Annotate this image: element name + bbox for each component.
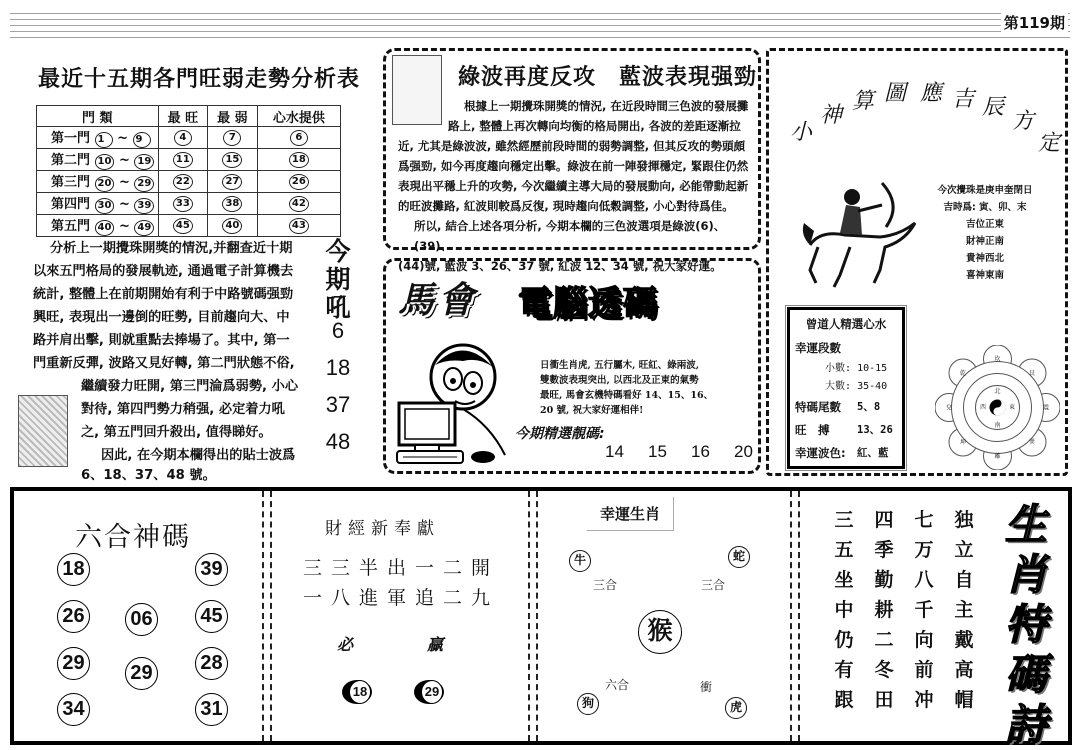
weakest-number: 40 [222,218,242,234]
table-row: 第一門 1 ~ 9 4 7 6 [37,127,341,149]
column-header: 最 旺 [158,106,208,127]
zodiac-dog: 狗 [577,693,599,715]
weakest-number: 15 [222,152,242,168]
text-line: 爲强勁, 如今再度趨向穩定出擊。綠波在前一陣發揮穩定, 緊跟住仍然 [398,159,749,173]
gate-analysis-table [36,105,341,237]
text-line: 最旺, 馬會玄機特碼看好 14、15、16、 [540,390,714,401]
range-start: 30 [95,198,115,214]
column-header: 心水提供 [257,106,340,127]
svg-text:西: 西 [979,404,987,411]
text-line: 近, 尤其是綠波波, 雖然經歷前段時間的弱勢調整, 但其反攻的勢頭頗 [398,139,746,153]
big-label: 大數: [825,381,852,392]
pick-number: 14 [605,442,624,461]
today-pick-label: 今期精選靚碼: [515,426,605,442]
computer-pick-title-right: 電腦透碼 [518,284,658,324]
section-divider [262,491,272,741]
svg-text:離: 離 [994,453,1001,460]
almanac-info [920,182,1050,284]
prosper-value: 13、26 [857,424,893,436]
deity-illustration [18,395,68,467]
today-pick-numbers [605,442,753,462]
roar-numbers [312,318,364,466]
roar-title: 今 期 吼 [325,237,351,322]
clash-label: 衝 [700,680,713,694]
zodiac-snake: 蛇 [728,546,750,568]
cartoon-computer-icon [395,335,515,465]
section-divider [790,491,800,741]
weakest-number: 7 [223,130,241,146]
svg-text:艮: 艮 [1028,370,1036,377]
text-line: 門重新反彈, 波路又見好轉, 第二門狀態不俗, [33,356,295,371]
number-ball: 45 [195,600,228,633]
tip-number: 6 [290,130,308,146]
range-end: 9 [133,132,151,148]
number-ball: 06 [125,603,158,636]
number-ball: 29 [125,657,158,690]
svg-text:坤: 坤 [959,439,967,446]
weakest-number: 38 [222,196,242,212]
text-line: 因此, 在今期本欄得出的貼士波爲 [101,448,296,463]
segment-label: 幸運段數 [795,340,841,355]
tip-number: 26 [289,174,309,190]
number-ball: 29 [57,647,90,680]
text-line: 根據上一期攪珠開獎的情況, 在近段時間三色波的發展攤 [464,99,749,113]
text-line: 興旺, 表現出一邊倒的旺勢, 目前趨向大、中 [33,310,290,325]
roar-number: 48 [325,429,351,454]
small-value: 10-15 [857,363,888,374]
finance-verse-line: 一八進軍追二九 [303,587,500,609]
finance-ball: 29 [414,680,444,704]
header-decoration [10,10,1070,42]
range-end: 29 [134,176,154,192]
svg-text:巽: 巽 [1028,439,1036,446]
prosper-label: 旺 搏 [795,422,830,437]
text-line: 吉位正東 [965,219,1004,230]
text-line: 貴神西北 [965,253,1004,264]
text-line: 財神正南 [965,236,1004,247]
text-line: 路并肩出擊, 則就重點去捧場了。其中, 第一 [33,333,290,348]
text-line: 今次攪珠是庚申奎閉日 [937,185,1033,196]
text-line: 對待, 第四門勢力稍强, 必定着力吼 [81,402,285,417]
lucky-zodiac-title: 幸運生肖 [587,497,674,531]
wave-news-body [398,96,750,276]
weakest-number: 27 [222,174,242,190]
win-label: 贏 [427,635,444,654]
gate-label: 第三門 [51,175,91,190]
range-end: 19 [134,154,154,170]
finance-ball: 18 [342,680,372,704]
strongest-number: 11 [173,152,193,168]
roar-number: 18 [325,355,351,380]
text-line: 分析上一期攪珠開獎的情況,并翻查近十期 [50,241,293,256]
range-end: 49 [134,220,154,236]
zodiac-monkey-center: 猴 [638,610,682,654]
small-label: 小數: [825,363,852,374]
issue-number: 第119期 [1001,12,1068,33]
gate-analysis-title: 最近十五期各門旺弱走勢分析表 [38,66,361,92]
text-line: 6、18、37、48 號。 [81,468,216,483]
svg-text:乾: 乾 [959,370,967,377]
gate-label: 第五門 [51,219,91,234]
gate-label: 第一門 [51,131,91,146]
text-line: 雙數波表現突出, 以西北及正東的氣勢 [540,375,699,386]
column-header: 門 類 [37,106,159,127]
text-line: 以來五門格局的發展軌迹, 通過電子計算機去 [33,264,294,279]
svg-text:北: 北 [994,388,1001,395]
range-end: 39 [134,198,154,214]
text-line: 之, 第五門回升殺出, 值得睇好。 [81,425,272,440]
strongest-number: 22 [173,174,193,190]
text-line: 統計, 整體上在前期開始有利于中路號碼强勁 [33,287,294,302]
table-row: 第二門 10 ~ 19 11 15 18 [37,149,341,171]
pick-number: 16 [691,442,710,461]
svg-text:坎: 坎 [994,356,1001,363]
text-line: 表現出平穩上升的攻勢, 今次繼續主導大局的發展動向, 必能帶動起新 [398,179,749,193]
triple-harmony-label: 三合 [701,578,726,592]
number-ball: 28 [195,647,228,680]
svg-text:南: 南 [994,422,1001,429]
poem-column: 独 立 自 主 戴 高 帽 [954,509,974,711]
must-label: 必 [337,635,354,654]
table-row: 第四門 30 ~ 39 33 38 42 [37,193,341,215]
range-start: 1 [95,132,113,148]
number-ball: 39 [195,553,228,586]
finance-verse-line: 三三半出一二開 [303,557,500,579]
lucky-tips-box [787,307,905,469]
six-harmony-label: 六合 [605,678,630,692]
gate-label: 第四門 [51,197,91,212]
strongest-number: 45 [173,218,193,234]
calligraphy-title: 小 神 算 圖 應 吉 辰 方 定 [790,81,1061,156]
computer-pick-title-left: 馬會 [398,280,479,321]
lucky-tips-title: 曾道人精選心水 [805,317,887,331]
tip-number: 18 [289,152,309,168]
range-start: 20 [95,176,115,192]
tip-number: 43 [289,218,309,234]
bagua-compass-icon [935,345,1060,470]
poem-column: 七 万 八 千 向 前 冲 [914,509,934,711]
horse-archer-illustration [790,175,920,295]
wave-news-title: 綠波再度反攻 藍波表現强勁 [458,65,758,90]
text-line: 吉時爲: 寅、卯、末 [943,202,1027,213]
table-row: 第五門 40 ~ 49 45 40 43 [37,215,341,237]
zodiac-poem [833,505,975,715]
table-row: 第三門 20 ~ 29 22 27 26 [37,171,341,193]
number-ball: 18 [57,553,90,586]
tail-label: 特碼尾數 [795,399,841,414]
column-header: 最 弱 [208,106,258,127]
roar-number: 6 [331,318,345,343]
poem-column: 四 季 勤 耕 二 冬 田 [874,509,894,711]
strongest-number: 33 [173,196,193,212]
text-line: 所以, 結合上述各項分析, 今期本欄的三色波選項是綠波(6)、(39)、 [414,219,726,253]
range-start: 10 [95,154,115,170]
computer-pick-body [540,358,740,418]
poem-title: 生 肖 特 碼 詩 [1004,500,1047,749]
text-line: 路上, 整體上再次轉向均衡的格局開出, 各波的差距逐漸拉 [448,119,741,133]
tail-value: 5、8 [857,401,881,413]
number-ball: 26 [57,600,90,633]
gate-label: 第二門 [51,153,91,168]
pick-number: 20 [734,442,753,461]
poem-column: 三 五 坐 中 仍 有 跟 [834,509,854,711]
text-line: 喜神東南 [965,270,1004,281]
text-line: (44)號, 藍波 3、26、37 號, 紅波 12、34 號, 祝大家好運。 [398,259,722,273]
finance-title: 財經新奉獻 [325,519,440,539]
tip-number: 42 [289,196,309,212]
table-header-row [37,106,341,127]
svg-text:東: 東 [1008,404,1016,411]
text-line: 日衝生肖虎, 五行屬木, 旺紅、綠兩波, [540,360,700,371]
strongest-number: 4 [174,130,192,146]
text-line: 20 號, 祝大家好運相伴! [540,405,644,416]
pick-number: 15 [648,442,667,461]
gate-analysis-paragraph [33,237,303,485]
big-value: 35-40 [857,381,888,392]
number-ball: 31 [195,693,228,726]
svg-text:震: 震 [1042,404,1050,412]
roar-number: 37 [325,392,351,417]
six-harmony-title: 六合神碼 [75,522,191,553]
section-divider [528,491,538,741]
color-value: 紅、藍 [857,447,889,459]
zodiac-ox: 牛 [569,550,591,572]
color-label: 幸運波色: [795,445,846,460]
text-line: 繼續發力旺開, 第三門淪爲弱勢, 小心 [81,379,299,394]
number-ball: 34 [57,693,90,726]
range-start: 40 [95,220,115,236]
triple-harmony-label: 三合 [593,578,618,592]
zodiac-tiger: 虎 [725,697,747,719]
svg-text:兌: 兌 [945,404,953,412]
text-line: 的旺波攤路, 紅波則較爲反復, 現時趨向低穀調整, 小心對待爲佳。 [398,199,734,213]
